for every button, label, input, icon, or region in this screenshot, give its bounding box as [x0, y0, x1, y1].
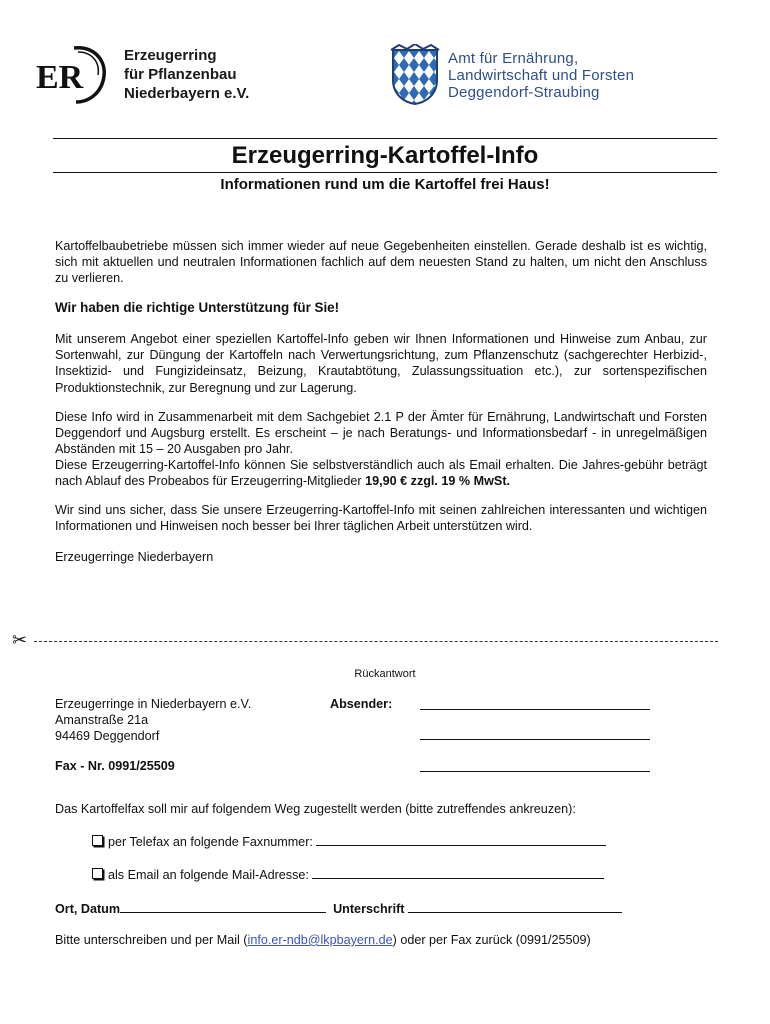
email-fee-text: Diese Erzeugerring-Kartoffel-Info können Sie selbstverständlich auch als Email erhalten. Die Jahres-gebühr beträgt nach Ablauf des Probeabos für Erzeugerring-Mitglieder	[55, 458, 707, 489]
place-date-input[interactable]	[120, 900, 326, 913]
option-email	[92, 866, 604, 883]
signature-text: Erzeugerringe Niederbayern	[55, 550, 214, 564]
email-fee-paragraph	[55, 457, 707, 489]
sender-label: Absender:	[330, 697, 393, 711]
title-bottom-rule	[53, 172, 717, 173]
address-line: Erzeugerringe in Niederbayern e.V.	[55, 697, 252, 711]
title-top-rule	[53, 138, 717, 139]
signature-input[interactable]	[408, 900, 622, 913]
closing-paragraph: Wir sind uns sicher, dass Sie unsere Erzeugerring-Kartoffel-Info mit seinen zahlreichen interessanten und wichtigen Informationen und Hinweisen noch besser bei Ihrer täglichen Arbeit unterstützen wird.	[55, 503, 707, 534]
fee-amount: 19,90 € zzgl. 19 % MwSt.	[365, 474, 511, 489]
place-date-label: Ort, Datum	[55, 902, 121, 916]
org-name	[124, 46, 249, 103]
org-name-line: Niederbayern e.V.	[124, 85, 250, 102]
scissors-icon: ✂	[12, 630, 28, 650]
sender-line-1[interactable]	[420, 709, 650, 710]
footer-instruction	[55, 932, 591, 948]
email-address-input[interactable]	[312, 866, 604, 879]
fax-checkbox[interactable]	[92, 835, 103, 846]
signature-label: Unterschrift	[333, 902, 405, 916]
address-line: 94469 Deggendorf	[55, 729, 160, 744]
reply-label: Rückantwort	[354, 668, 416, 680]
amt-name	[448, 50, 634, 101]
amt-name-line: Deggendorf-Straubing	[448, 84, 600, 101]
logo-text: ER	[36, 59, 84, 96]
page-title: Erzeugerring-Kartoffel-Info	[231, 142, 539, 169]
footer-suffix: ) oder per Fax zurück (0991/25509)	[392, 933, 591, 947]
email-link[interactable]: info.er-ndb@lkpbayern.de	[247, 933, 393, 947]
reply-address	[55, 696, 251, 745]
delivery-question: Das Kartoffelfax soll mir auf folgendem Weg zugestellt werden (bitte zutreffendes ankreuzen):	[55, 802, 576, 816]
amt-name-line: Amt für Ernährung,	[448, 50, 579, 67]
address-line: Amanstraße 21a	[55, 713, 149, 728]
sender-line-3[interactable]	[420, 771, 650, 772]
place-date-row	[55, 900, 622, 917]
email-checkbox[interactable]	[92, 868, 103, 879]
org-name-line: für Pflanzenbau	[124, 66, 237, 83]
cooperation-paragraph: Diese Info wird in Zusammenarbeit mit dem Sachgebiet 2.1 P der Ämter für Ernährung, Landwirtschaft und Forsten Deggendorf und Augsburg erstellt. Es erscheint – je nach Beratungs- und Informationsbedarf - in unregelmäßigen Abständen mit 15 – 20 Ausgaben pro Jahr.	[55, 410, 707, 457]
support-heading: Wir haben die richtige Unterstützung für Sie!	[55, 300, 340, 315]
page-subtitle: Informationen rund um die Kartoffel frei Haus!	[220, 176, 550, 193]
sender-line-2[interactable]	[420, 739, 650, 740]
footer-prefix: Bitte unterschreiben und per Mail (	[55, 933, 248, 947]
org-name-line: Erzeugerring	[124, 47, 217, 64]
cut-line	[34, 641, 718, 642]
option-fax-label: per Telefax an folgende Faxnummer:	[108, 835, 313, 849]
fax-number-input[interactable]	[316, 833, 606, 846]
erzeugerring-logo	[32, 42, 110, 106]
amt-name-line: Landwirtschaft und Forsten	[448, 67, 635, 84]
offer-paragraph: Mit unserem Angebot einer speziellen Kartoffel-Info geben wir Ihnen Informationen und Hinweise zum Anbau, zur Sortenwahl, zur Düngung der Kartoffeln nach Verwertungsrichtung, zum Pflanzenschutz (sachgerechter Herbizid-, Insektizid- und Fungizideinsatz, Beizung, Krautabtötung, Zulassungssituation etc.), zur sortenspezifischen Produktionstechnik, zur Beregnung und zur Lagerung.	[55, 332, 707, 395]
fax-number: Fax - Nr. 0991/25509	[55, 759, 175, 773]
intro-paragraph: Kartoffelbaubetriebe müssen sich immer wieder auf neue Gegebenheiten einstellen. Gerade deshalb ist es wichtig, sich mit aktuellen und neutralen Informationen fachlich auf dem neuesten Stand zu halten, um nicht den Anschluss zu verlieren.	[55, 239, 707, 286]
option-email-label: als Email an folgende Mail-Adresse:	[108, 868, 309, 882]
bavaria-crest-icon	[389, 44, 441, 106]
option-fax	[92, 833, 606, 850]
